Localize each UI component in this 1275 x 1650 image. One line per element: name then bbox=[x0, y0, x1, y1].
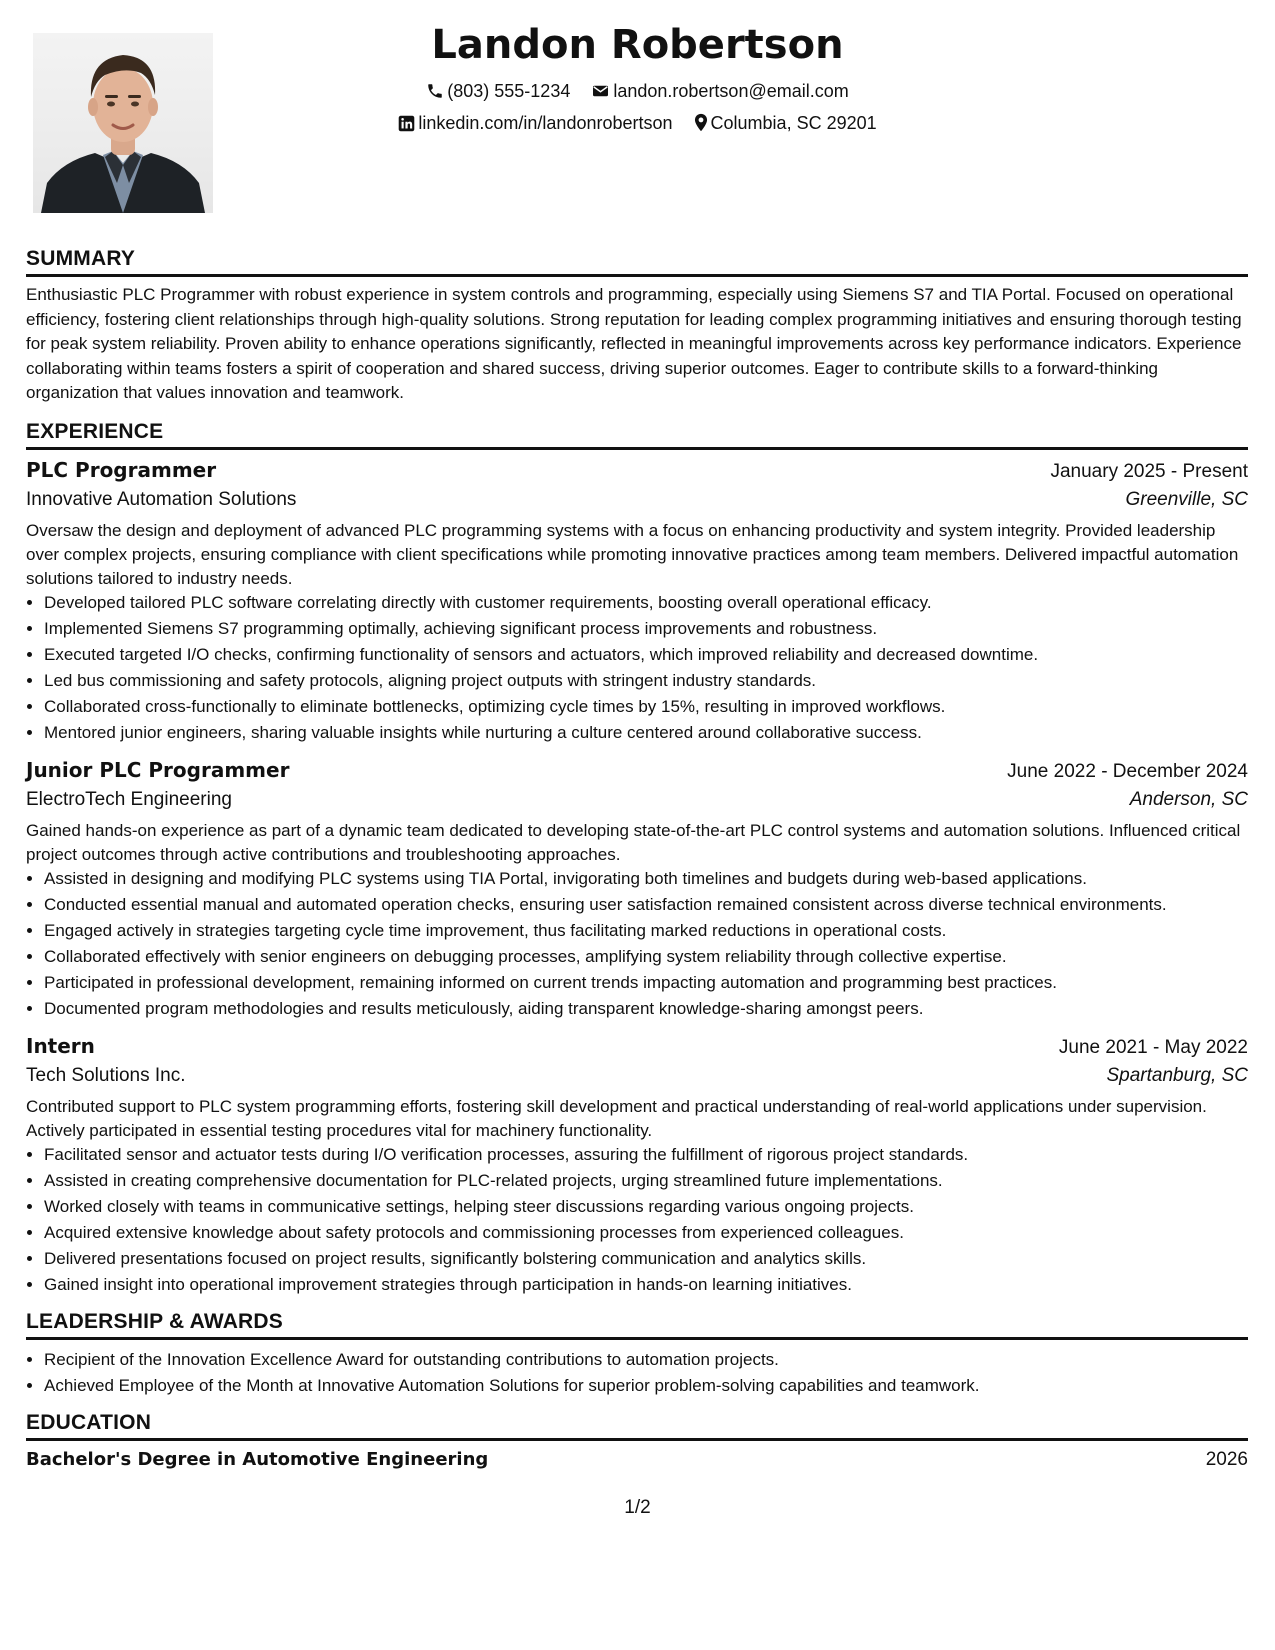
education-degree: Bachelor's Degree in Automotive Engineering bbox=[26, 1448, 489, 1470]
bullet-item: • Acquired extensive knowledge about safety protocols and commissioning processes from experienced colleagues. bbox=[44, 1221, 1248, 1244]
job-bullets bbox=[26, 867, 1248, 1020]
linkedin-contact[interactable] bbox=[398, 113, 672, 134]
job-description: Contributed support to PLC system programming efforts, fostering skill development and practical understanding of real-world applications under supervision. Actively participated in essential testing procedures vital for machinery functionality. bbox=[26, 1096, 1207, 1140]
job-location: Spartanburg, SC bbox=[1106, 1064, 1248, 1086]
location-text: Columbia, SC 29201 bbox=[710, 113, 877, 133]
job-company: Tech Solutions Inc. bbox=[26, 1064, 186, 1086]
bullet-item: • Gained insight into operational improvement strategies through participation in hands-on learning initiatives. bbox=[44, 1273, 1248, 1296]
bullet-item: • Implemented Siemens S7 programming optimally, achieving significant process improvements and robustness. bbox=[44, 617, 1248, 640]
job-company: Innovative Automation Solutions bbox=[26, 488, 297, 510]
awards-section bbox=[26, 1310, 1248, 1397]
email-text: landon.robertson@email.com bbox=[613, 81, 849, 101]
job-title: Intern bbox=[26, 1033, 95, 1058]
job-bullets bbox=[26, 591, 1248, 744]
email-contact[interactable] bbox=[591, 81, 848, 102]
bullet-item: • Assisted in designing and modifying PLC systems using TIA Portal, invigorating both timelines and budgets during web-based applications. bbox=[44, 867, 1248, 890]
bullet-item: • Collaborated cross-functionally to eliminate bottlenecks, optimizing cycle times by 15%, resulting in improved workflows. bbox=[44, 695, 1248, 718]
summary-section bbox=[26, 247, 1248, 406]
bullet-item: • Mentored junior engineers, sharing valuable insights while nurturing a culture centered around collaborative success. bbox=[44, 721, 1248, 744]
job-dates: June 2022 - December 2024 bbox=[1007, 760, 1248, 782]
section-title-experience: EXPERIENCE bbox=[26, 420, 1248, 450]
bullet-item: • Led bus commissioning and safety protocols, aligning project outputs with stringent industry standards. bbox=[44, 669, 1248, 692]
page-number: 1/2 bbox=[624, 1497, 651, 1518]
award-item: • Recipient of the Innovation Excellence Award for outstanding contributions to automation projects. bbox=[44, 1348, 1248, 1371]
summary-text: Enthusiastic PLC Programmer with robust experience in system controls and programming, especially using Siemens S7 and TIA Portal. Focused on operational efficiency, fostering client relationships through high-quality solutions. Strong reputation for leading complex programming initiatives and ensuring thorough testing for peak system reliability. Proven ability to enhance operations significantly, reflected in meaningful improvements across key performance indicators. Experience collaborating within teams fosters a spirit of cooperation and shared success, driving superior outcomes. Eager to contribute skills to a forward-thinking organization that values innovation and teamwork. bbox=[26, 285, 1242, 402]
location-contact bbox=[694, 113, 877, 134]
bullet-item: • Engaged actively in strategies targeting cycle time improvement, thus facilitating marked reductions in operational costs. bbox=[44, 919, 1248, 942]
job-description: Gained hands-on experience as part of a dynamic team dedicated to developing state-of-the-art PLC control systems and automation solutions. Influenced critical project outcomes through active contributions and troubleshooting approaches. bbox=[26, 820, 1241, 864]
candidate-name: Landon Robertson bbox=[431, 22, 844, 68]
job-entry bbox=[26, 758, 1248, 1020]
job-bullets bbox=[26, 1143, 1248, 1296]
education-section bbox=[26, 1411, 1248, 1471]
job-title: Junior PLC Programmer bbox=[26, 757, 290, 782]
linkedin-text: linkedin.com/in/landonrobertson bbox=[418, 113, 673, 133]
section-title-summary: SUMMARY bbox=[26, 247, 1248, 277]
bullet-item: • Collaborated effectively with senior engineers on debugging processes, amplifying system reliability through collective expertise. bbox=[44, 945, 1248, 968]
bullet-item: • Delivered presentations focused on project results, significantly bolstering communication and analytics skills. bbox=[44, 1247, 1248, 1270]
award-item: • Achieved Employee of the Month at Innovative Automation Solutions for superior problem-solving capabilities and teamwork. bbox=[44, 1374, 1248, 1397]
job-entry bbox=[26, 1034, 1248, 1296]
job-company: ElectroTech Engineering bbox=[26, 788, 232, 810]
email-icon bbox=[591, 82, 610, 100]
bullet-item: • Conducted essential manual and automated operation checks, ensuring user satisfaction remained consistent across diverse technical environments. bbox=[44, 893, 1248, 916]
job-title: PLC Programmer bbox=[26, 457, 217, 482]
bullet-item: • Worked closely with teams in communicative settings, helping steer discussions regarding various ongoing projects. bbox=[44, 1195, 1248, 1218]
section-title-education: EDUCATION bbox=[26, 1411, 1248, 1441]
bullet-item: • Facilitated sensor and actuator tests during I/O verification processes, assuring the fulfillment of rigorous project standards. bbox=[44, 1143, 1248, 1166]
location-pin-icon bbox=[694, 113, 708, 132]
linkedin-icon bbox=[398, 115, 415, 132]
job-entry bbox=[26, 458, 1248, 744]
bullet-item: • Assisted in creating comprehensive documentation for PLC-related projects, urging streamlined future implementations. bbox=[44, 1169, 1248, 1192]
section-title-awards: LEADERSHIP & AWARDS bbox=[26, 1310, 1248, 1340]
bullet-item: • Executed targeted I/O checks, confirming functionality of sensors and actuators, which improved reliability and decreased downtime. bbox=[44, 643, 1248, 666]
resume-content bbox=[26, 247, 1248, 1485]
awards-list bbox=[26, 1348, 1248, 1397]
phone-contact bbox=[426, 81, 570, 102]
experience-section bbox=[26, 420, 1248, 1296]
contact-line-1 bbox=[0, 81, 1275, 102]
job-location: Anderson, SC bbox=[1129, 788, 1248, 810]
job-location: Greenville, SC bbox=[1125, 488, 1248, 510]
job-dates: June 2021 - May 2022 bbox=[1058, 1036, 1248, 1058]
job-description: Oversaw the design and deployment of advanced PLC programming systems with a focus on enhancing productivity and system integrity. Provided leadership over complex projects, ensuring compliance with client specifications while promoting innovative practices among team members. Delivered impactful automation solutions tailored to industry needs. bbox=[26, 520, 1239, 588]
education-year: 2026 bbox=[1205, 1448, 1248, 1470]
phone-text: (803) 555-1234 bbox=[447, 81, 571, 101]
job-dates: January 2025 - Present bbox=[1050, 460, 1248, 482]
bullet-item: • Documented program methodologies and results meticulously, aiding transparent knowledge-sharing amongst peers. bbox=[44, 997, 1248, 1020]
phone-icon bbox=[426, 82, 444, 100]
contact-line-2 bbox=[0, 113, 1275, 134]
bullet-item: • Participated in professional development, remaining informed on current trends impacting automation and programming best practices. bbox=[44, 971, 1248, 994]
bullet-item: • Developed tailored PLC software correlating directly with customer requirements, boosting overall operational efficacy. bbox=[44, 591, 1248, 614]
